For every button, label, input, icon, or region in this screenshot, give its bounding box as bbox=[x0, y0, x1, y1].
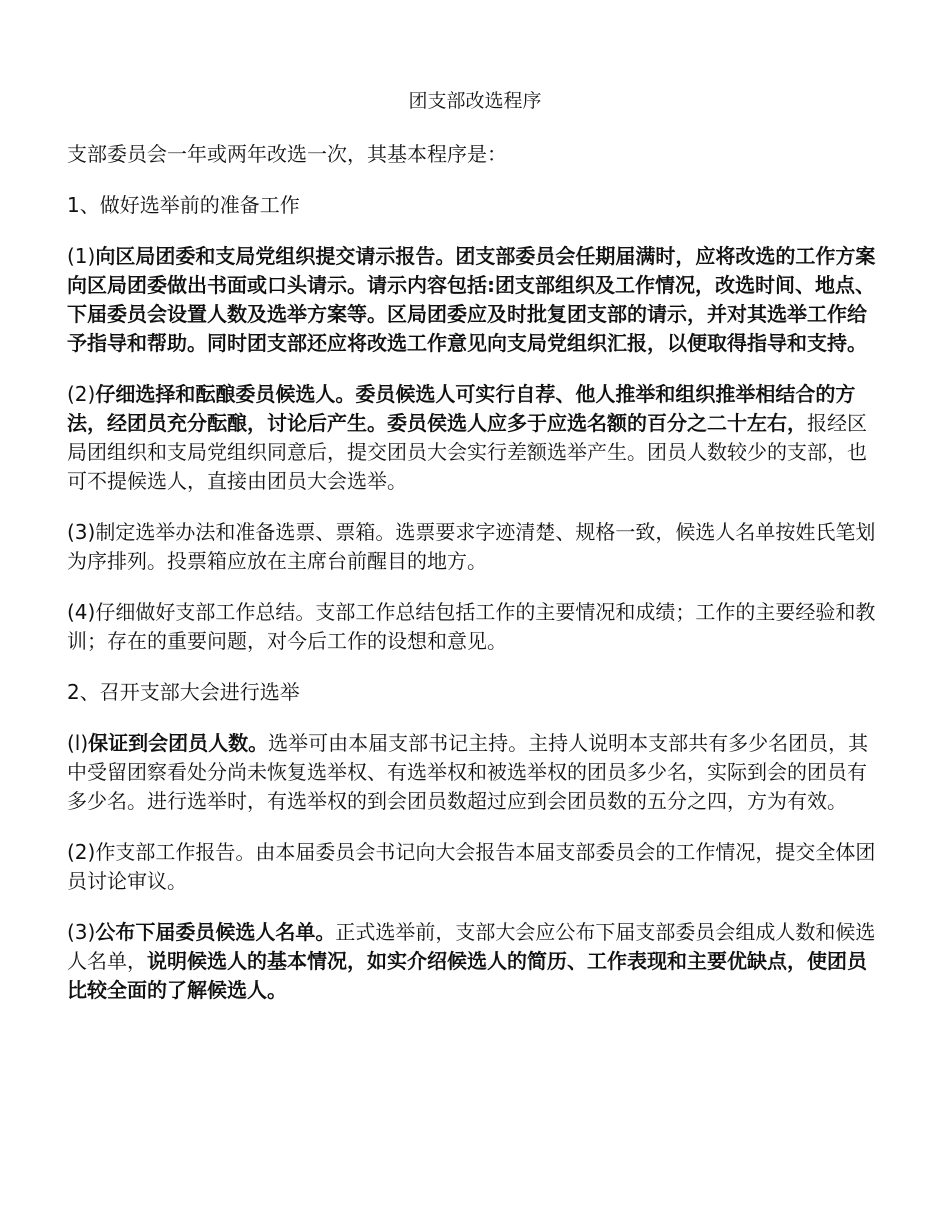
paragraph-7-text: 正式选举前，支部大会应公布下届支部委员会组成人数和候选人名单， bbox=[67, 920, 876, 973]
paragraph-1 bbox=[67, 242, 879, 358]
paragraph-1-bold-text: 向区局团委和支局党组织提交请示报告。团支部委员会任期届满时，应将改选的工作方案向区局团委做出书面或口头请示。请示内容包括:团支部组织及工作情况，改选时间、地点、下届委员会设置人数及选举方案等。区局团委应及时批复团支部的请示，并对其选举工作给予指导和帮助。同时团支部还应将改选工作意见向支局党组织汇报，以便取得指导和支持。 bbox=[67, 244, 876, 355]
document-body bbox=[67, 140, 879, 1027]
paragraph-2-number: (2) bbox=[67, 382, 96, 406]
paragraph-7-bold-text-2: 说明候选人的基本情况，如实介绍候选人的简历、工作表现和主要优缺点，使团员比较全面的了解候选人。 bbox=[67, 949, 867, 1002]
paragraph-5-bold-text: 保证到会团员人数。 bbox=[88, 731, 269, 755]
paragraph-3: (3)制定选举办法和准备选票、票箱。选票要求字迹清楚、规格一致，候选人名单按姓氏笔划为序排列。投票箱应放在主席台前醒目的地方。 bbox=[67, 520, 876, 573]
paragraph-4: (4)仔细做好支部工作总结。支部工作总结包括工作的主要情况和成绩；工作的主要经验和教训；存在的重要问题，对今后工作的设想和意见。 bbox=[67, 600, 876, 653]
section-1-heading: 1、做好选举前的准备工作 bbox=[67, 193, 300, 217]
paragraph-7 bbox=[67, 918, 879, 1005]
document-title: 团支部改选程序 bbox=[408, 90, 542, 112]
paragraph-5 bbox=[67, 729, 879, 816]
paragraph-7-bold-text: 公布下届委员候选人名单。 bbox=[95, 920, 336, 944]
paragraph-2-text: 报经区局团组织和支局党组织同意后，提交团员大会实行差额选举产生。团员人数较少的支部，也可不提候选人，直接由团员大会选举。 bbox=[67, 411, 867, 493]
section-2-heading: 2、召开支部大会进行选举 bbox=[67, 680, 300, 704]
paragraph-2-bold-text: 仔细选择和酝酿委员候选人。委员候选人可实行自荐、他人推举和组织推举相结合的方法，经团员充分酝酿，讨论后产生。委员侯选人应多于应选名额的百分之二十左右， bbox=[67, 382, 856, 435]
paragraph-7-number: (3) bbox=[67, 920, 96, 944]
paragraph-2 bbox=[67, 380, 879, 496]
paragraph-5-number: (l) bbox=[67, 731, 89, 755]
intro-paragraph: 支部委员会一年或两年改选一次，其基本程序是： bbox=[67, 142, 507, 166]
paragraph-5-text: 选举可由本届支部书记主持。主持人说明本支部共有多少名团员，其中受留团察看处分尚未恢复选举权、有选举权和被选举权的团员多少名，实际到会的团员有多少名。进行选举时，有选举权的到会团员数超过应到会团员数的五分之四，方为有效。 bbox=[67, 731, 869, 813]
paragraph-1-number: (1) bbox=[67, 244, 96, 268]
paragraph-6: (2)作支部工作报告。由本届委员会书记向大会报告本届支部委员会的工作情况，提交全体团员讨论审议。 bbox=[67, 840, 876, 893]
